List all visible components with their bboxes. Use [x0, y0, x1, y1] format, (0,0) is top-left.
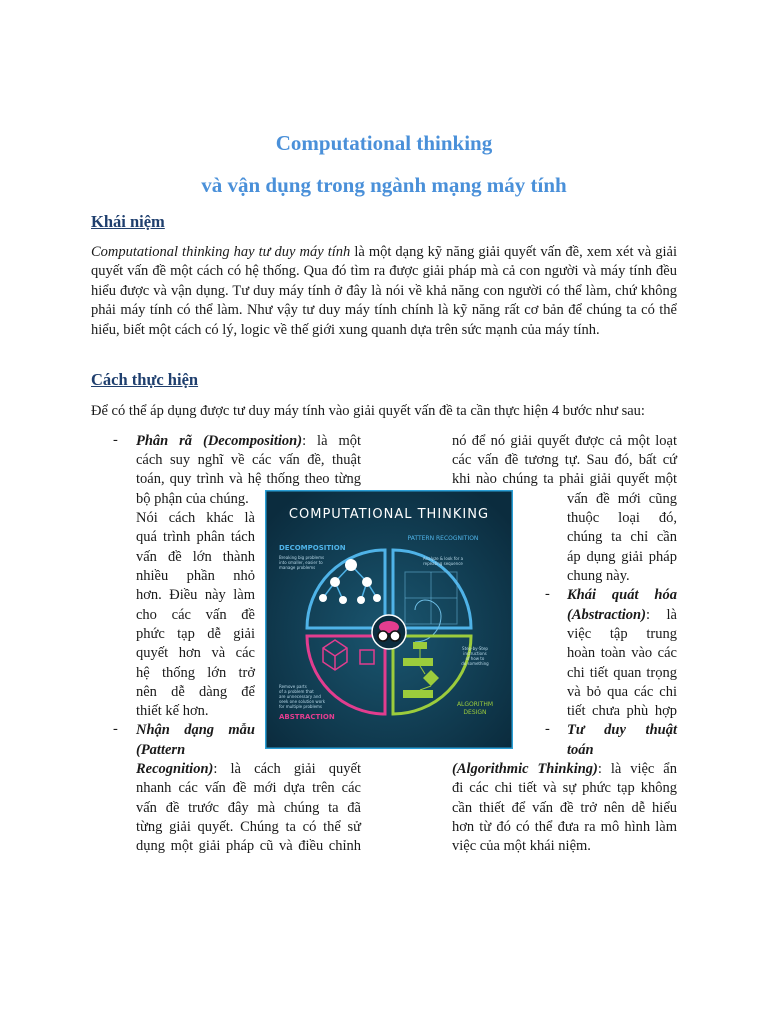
- text-line: vấn đề mới cũng: [567, 491, 677, 507]
- decomposition-label: DECOMPOSITION: [279, 544, 346, 552]
- text-line: quyết hơn và các: [136, 645, 255, 661]
- text-line: chúng ta chỉ cần: [567, 529, 677, 545]
- bullet-abstraction: [567, 586, 677, 605]
- decomposition-term: Phân rã (Decomposition): [136, 433, 303, 449]
- text-line: thiết kế hơn.: [136, 703, 209, 719]
- figure-graphic: [265, 490, 513, 749]
- text-line: Nói cách khác là: [136, 510, 255, 526]
- text-line: việc của một khái niệm.: [452, 838, 591, 854]
- text-line: vấn đề trước đây mà chúng ta đã: [136, 800, 361, 816]
- bullet-dash: -: [545, 586, 550, 602]
- concept-text: là một dạng kỹ năng giải quyết vấn đề, xem xét và giải quyết vấn đề một cách có hệ thống. Qua đó tìm ra được giải pháp mà cả con người và máy tính đều hiểu được và vận dụng. Tư duy máy tính ở đây là nói về khả năng con người có thể làm, chứ không phải máy tính có thể làm. Như vậy tư duy máy tính chính là kỹ năng rất cơ bản để chúng ta có thể hiểu, biết một cách có lý, logic về thế giới xung quanh dựa trên sức mạnh của máy tính.: [91, 244, 677, 338]
- computational-thinking-figure: [265, 490, 513, 749]
- abstraction-label: ABSTRACTION: [279, 713, 335, 721]
- figure-title: COMPUTATIONAL THINKING: [288, 507, 490, 522]
- text-line: cách suy nghĩ về các vấn đề, thuật: [136, 452, 361, 468]
- algorithmic-term: Tư duy thuật: [567, 722, 677, 738]
- text-line: dụng một giải pháp cũ và điều chỉnh: [136, 838, 361, 854]
- text-line: hệ thống lớn trở: [136, 665, 255, 681]
- text-line: chung này.: [567, 568, 630, 584]
- document-title: Computational thinking: [275, 131, 493, 155]
- concept-paragraph: [91, 243, 677, 340]
- bullet-dash: -: [545, 721, 550, 737]
- pattern-term: Nhận dạng mẫu: [136, 722, 255, 738]
- text-line: (Abstraction): là: [567, 607, 677, 623]
- text-line: (Pattern: [136, 742, 186, 758]
- text-line: việc tập trung: [567, 626, 677, 642]
- bullet-dash: -: [113, 721, 118, 737]
- abstraction-desc: Remove parts of a problem that are unnecessary and seek one solution work for multiple problems: [279, 684, 326, 709]
- text-line: cần thiết để vấn đề trở nên dễ hiểu: [452, 800, 677, 816]
- text-line: thuộc loại đó,: [567, 510, 677, 526]
- text-line: đi các chi tiết và sự phức tạp không: [452, 780, 677, 796]
- text-line: chi tiết quan trọng: [567, 665, 677, 681]
- text-line: khi nào chúng ta phải giải quyết một: [452, 471, 677, 487]
- bullet-dash: -: [113, 432, 118, 448]
- text-line: hoàn toàn vào các: [567, 645, 677, 661]
- text-line: cho các vấn đề: [136, 607, 255, 623]
- bullet-decomposition: Phân rã (Decomposition): là một: [136, 433, 361, 449]
- decomposition-desc: Breaking big problems into smaller, easier to manage problems: [279, 555, 325, 570]
- brain-glasses-icon: [372, 615, 406, 649]
- text-line: (Algorithmic Thinking): là việc ẩn: [452, 761, 677, 777]
- pattern-label: PATTERN RECOGNITION: [407, 535, 479, 542]
- section-heading-method: Cách thực hiện: [91, 370, 199, 389]
- text-line: các vấn đề tương tự. Sau đó, bất cứ: [452, 452, 677, 468]
- text-line: từng giải quyết. Chúng ta có thể sử: [136, 819, 361, 835]
- text-line: tiết chưa phù hợp: [567, 703, 677, 719]
- text-line: phức tạp dễ giải: [136, 626, 255, 642]
- document-subtitle: và vận dụng trong ngành mạng máy tính: [201, 173, 567, 197]
- text-line: nhanh các vấn đề mới dựa trên các: [136, 780, 361, 796]
- bullet-algorithmic-thinking: [567, 721, 677, 740]
- text-line: Recognition): là cách giải quyết: [136, 761, 361, 777]
- algorithm-desc: Step-by-Step instructions of how to do something: [461, 646, 489, 666]
- text-line: hơn. Điều này làm: [136, 587, 255, 603]
- algorithm-label: ALGORITHM DESIGN: [456, 701, 494, 716]
- text-line: quá trình phân tách: [136, 529, 255, 545]
- method-intro: Để có thể áp dụng được tư duy máy tính vào giải quyết vấn đề ta cần thực hiện 4 bước như sau:: [91, 403, 645, 419]
- text-line: toán, quy trình và hệ thống theo từng: [136, 471, 361, 487]
- text-line: nên dễ dàng để: [136, 684, 255, 700]
- text-line: hơn từ đó có thể đưa ra mô hình làm: [452, 819, 677, 835]
- abstraction-term: Khái quát hóa: [567, 587, 677, 603]
- text-line: áp dụng giải pháp: [567, 549, 677, 565]
- text-line: vấn đề lớn thành: [136, 549, 255, 565]
- text-line: nhiều phần nhỏ: [136, 568, 255, 584]
- pattern-desc: Analyze & look for a repeating sequence: [422, 556, 464, 566]
- section-heading-concept: Khái niệm: [91, 212, 165, 231]
- text-line: nó để nó giải quyết được cả một loạt: [452, 433, 677, 449]
- text-line: bộ phận của chúng.: [136, 491, 249, 507]
- text-line: và bỏ qua các chi: [567, 684, 677, 700]
- concept-term: Computational thinking hay tư duy máy tính: [91, 244, 351, 260]
- bullet-pattern-recognition: [136, 721, 255, 740]
- text-line: toán: [567, 742, 594, 758]
